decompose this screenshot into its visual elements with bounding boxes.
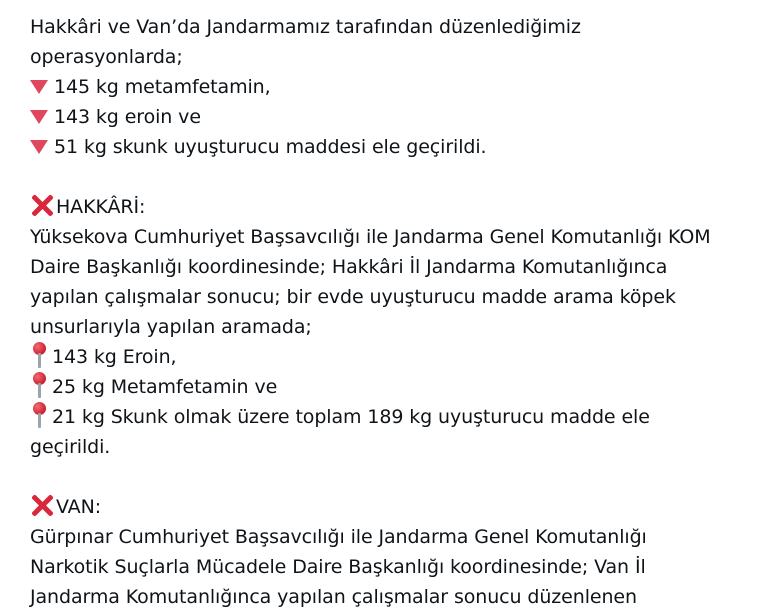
cross-mark-icon [30, 493, 54, 517]
intro-line: operasyonlarda; [30, 46, 183, 68]
hakkari-closing: geçirildi. [30, 436, 111, 458]
total-item [30, 72, 760, 102]
section-heading-text: VAN: [56, 496, 101, 518]
total-item [30, 132, 760, 162]
round-pushpin-icon [30, 372, 50, 398]
round-pushpin-icon [30, 402, 50, 428]
hakkari-item [30, 342, 760, 372]
van-body-line: Narkotik Suçlarla Mücadele Daire Başkanlığı koordinesinde; Van İl [30, 556, 646, 578]
section-heading-van [30, 492, 760, 522]
total-item [30, 102, 760, 132]
hakkari-item-text: 143 kg Eroin, [52, 346, 177, 368]
spacer [30, 462, 760, 492]
hakkari-body-line: Daire Başkanlığı koordinesinde; Hakkâri İl Jandarma Komutanlığınca [30, 256, 668, 278]
post-text [30, 12, 760, 612]
hakkari-item-text: 21 kg Skunk olmak üzere toplam 189 kg uyuşturucu madde ele [52, 406, 650, 428]
hakkari-item [30, 372, 760, 402]
hakkari-item-text: 25 kg Metamfetamin ve [52, 376, 278, 398]
round-pushpin-icon [30, 342, 50, 368]
section-heading-text: HAKKÂRİ: [56, 196, 146, 218]
total-item-text: 145 kg metamfetamin, [54, 76, 271, 98]
spacer [30, 162, 760, 192]
red-triangle-down-icon [30, 110, 48, 124]
hakkari-body-line: unsurlarıyla yapılan aramada; [30, 316, 312, 338]
total-item-text: 143 kg eroin ve [54, 106, 201, 128]
hakkari-body-line: yapılan çalışmalar sonucu; bir evde uyuşturucu madde arama köpek [30, 286, 676, 308]
red-triangle-down-icon [30, 80, 48, 94]
intro-line: Hakkâri ve Van’da Jandarmamız tarafından düzenlediğimiz [30, 16, 581, 38]
section-heading-hakkari [30, 192, 760, 222]
van-body-line: Gürpınar Cumhuriyet Başsavcılığı ile Jandarma Genel Komutanlığı [30, 526, 647, 548]
total-item-text: 51 kg skunk uyuşturucu maddesi ele geçirildi. [54, 136, 487, 158]
hakkari-item [30, 402, 760, 432]
hakkari-body-line: Yüksekova Cumhuriyet Başsavcılığı ile Jandarma Genel Komutanlığı KOM [30, 226, 711, 248]
red-triangle-down-icon [30, 140, 48, 154]
van-body-line: Jandarma Komutanlığınca yapılan çalışmalar sonucu düzenlenen [30, 586, 637, 608]
cross-mark-icon [30, 193, 54, 217]
